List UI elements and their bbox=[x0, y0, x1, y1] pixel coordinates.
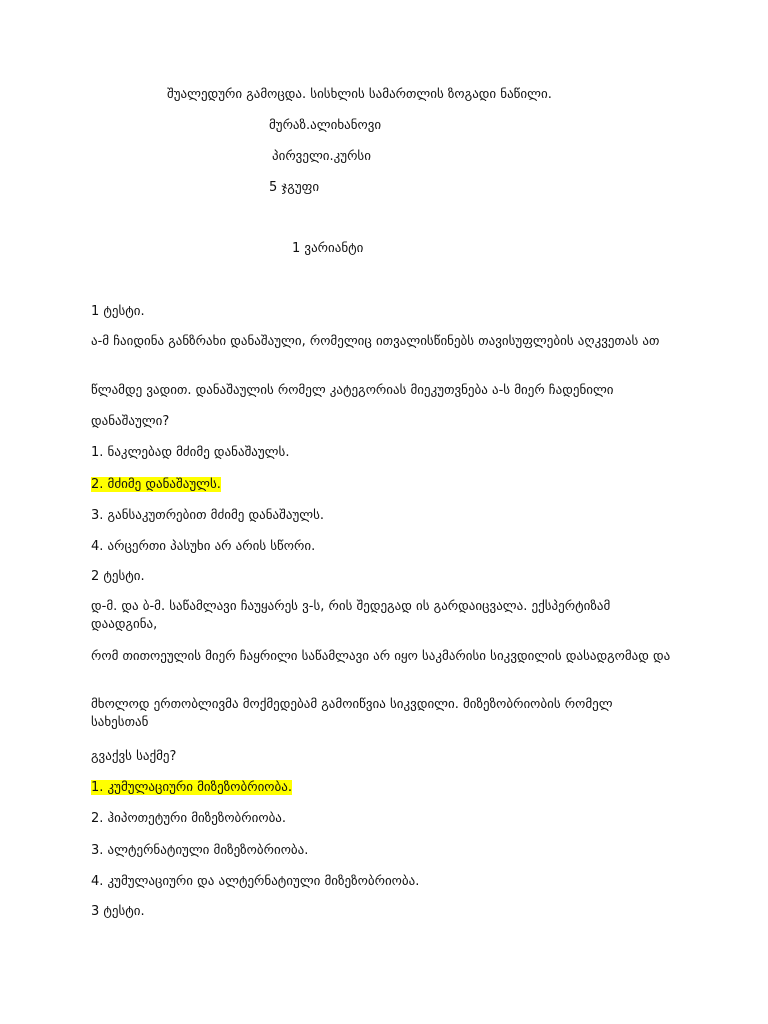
test2-question-line4: გვაქვს საქმე? bbox=[91, 749, 177, 764]
variant-label: 1 ვარიანტი bbox=[292, 241, 364, 256]
test1-label: 1 ტესტი. bbox=[91, 304, 145, 319]
course-label: პირველი.კურსი bbox=[272, 149, 371, 164]
test2-answer-highlight: 1. კუმულაციური მიზეზობრიობა. bbox=[91, 780, 292, 795]
group-label: 5 ჯგუფი bbox=[269, 180, 320, 195]
student-name: მურაზ.ალიხანოვი bbox=[269, 118, 382, 133]
test3-label: 3 ტესტი. bbox=[91, 904, 145, 919]
test2-option-3: 3. ალტერნატიული მიზეზობრიობა. bbox=[91, 843, 309, 858]
test1-question-line2: წლამდე ვადით. დანაშაულის რომელ კატეგორიას მიეკუთვნება ა-ს მიერ ჩადენილი bbox=[91, 383, 614, 398]
test2-option-2: 2. ჰიპოთეტური მიზეზობრიობა. bbox=[91, 811, 287, 826]
test2-question-line3: მხოლოდ ერთობლივმა მოქმედებამ გამოიწვია სიკვდილი. მიზეზობრიობის რომელ სახესთან bbox=[91, 697, 613, 730]
test1-question-line3: დანაშაული? bbox=[91, 414, 170, 429]
test1-option-1: 1. ნაკლებად მძიმე დანაშაულს. bbox=[91, 445, 290, 460]
test1-option-2-correct bbox=[91, 476, 221, 494]
document-title: შუალედური გამოცდა. სისხლის სამართლის ზოგადი ნაწილი. bbox=[167, 87, 552, 102]
test1-question-line1: ა-მ ჩაიდინა განზრახი დანაშაული, რომელიც ითვალისწინებს თავისუფლების აღკვეთას ათ bbox=[91, 334, 660, 349]
test2-option-4: 4. კუმულაციური და ალტერნატიული მიზეზობრიობა. bbox=[91, 874, 420, 889]
test2-option-1-correct bbox=[91, 779, 292, 797]
test1-option-3: 3. განსაკუთრებით მძიმე დანაშაულს. bbox=[91, 508, 325, 523]
test1-answer-highlight: 2. მძიმე დანაშაულს. bbox=[91, 477, 221, 492]
test2-question-line2: რომ თითოეულის მიერ ჩაყრილი საწამლავი არ იყო საკმარისი სიკვდილის დასადგომად და bbox=[91, 649, 671, 664]
test2-question-line1: დ-მ. და ბ-მ. საწამლავი ჩაუყარეს ვ-ს, რის შედეგად ის გარდაიცვალა. ექსპერტიზამ დაადგინა, bbox=[91, 599, 611, 632]
test2-label: 2 ტესტი. bbox=[91, 569, 145, 584]
test1-option-4: 4. არცერთი პასუხი არ არის სწორი. bbox=[91, 539, 316, 554]
